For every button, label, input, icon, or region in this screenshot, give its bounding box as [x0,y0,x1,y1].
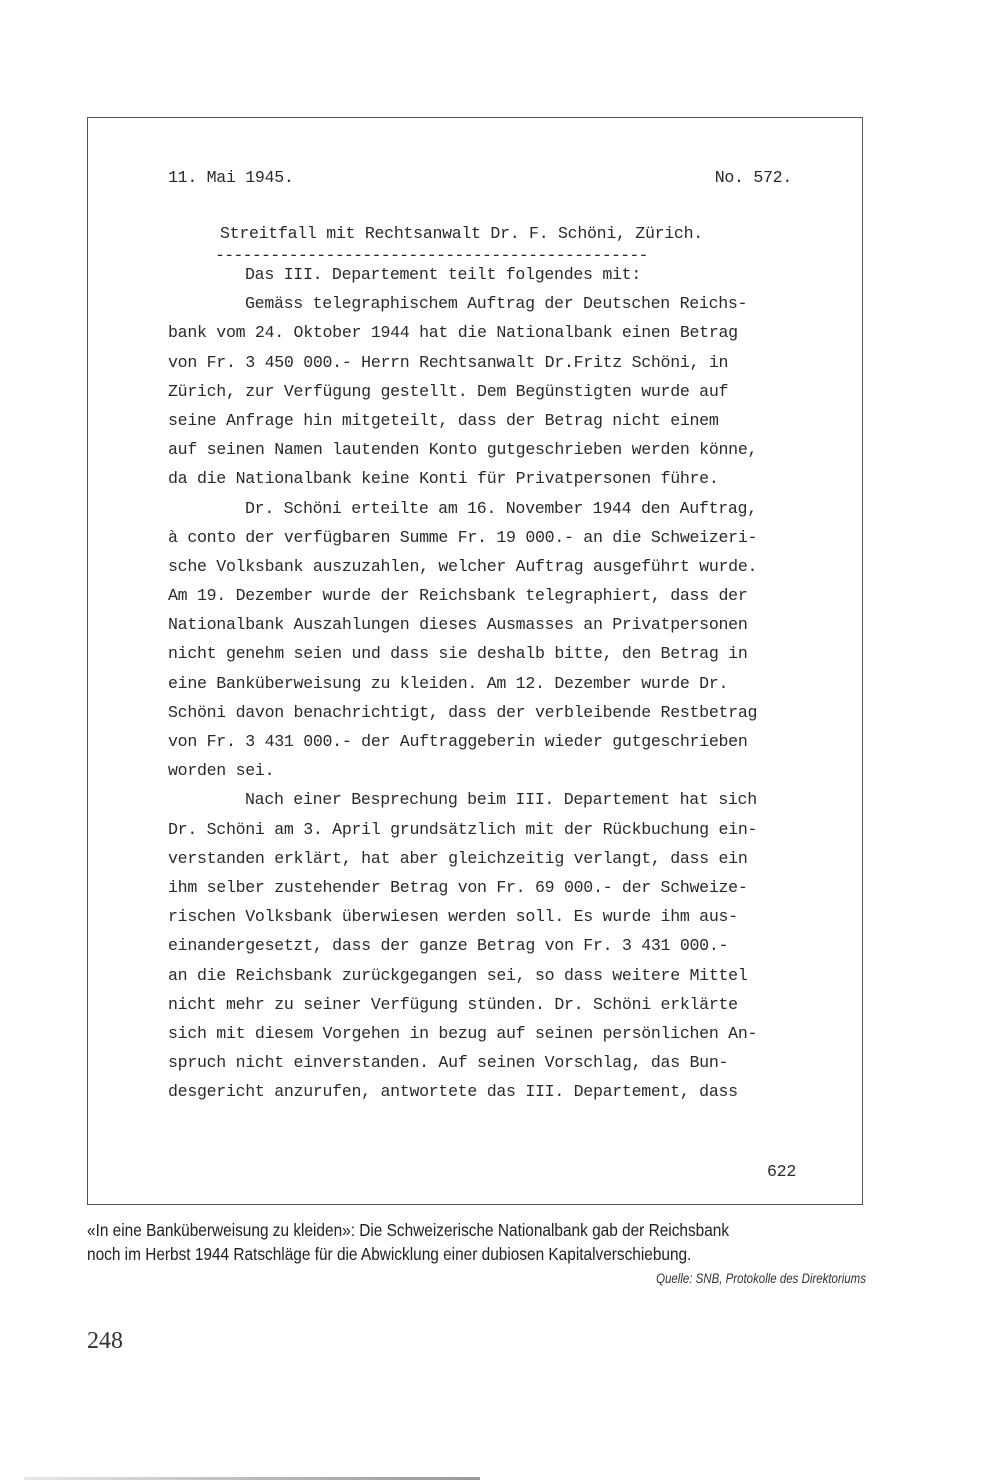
body-line: sich mit diesem Vorgehen in bezug auf seinen persönlichen An- [168,1023,758,1043]
body-line: Zürich, zur Verfügung gestellt. Dem Begünstigten wurde auf [168,381,729,401]
document-number: No. 572. [714,168,792,187]
body-line: Am 19. Dezember wurde der Reichsbank telegraphiert, dass der [168,586,748,606]
body-line: Nationalbank Auszahlungen dieses Ausmasses an Privatpersonen [168,615,748,635]
body-line: eine Banküberweisung zu kleiden. Am 12. Dezember wurde Dr. [168,673,729,693]
figure-caption [87,1218,879,1266]
body-line: bank vom 24. Oktober 1944 hat die Nationalbank einen Betrag [168,323,738,343]
body-line: Dr. Schöni am 3. April grundsätzlich mit der Rückbuchung ein- [168,819,758,839]
body-line: seine Anfrage hin mitgeteilt, dass der Betrag nicht einem [168,410,719,430]
body-line: spruch nicht einverstanden. Auf seinen Vorschlag, das Bun- [168,1053,729,1073]
body-line: worden sei. [168,761,275,781]
body-line: an die Reichsbank zurückgegangen sei, so dass weitere Mittel [168,965,748,985]
body-line: Schöni davon benachrichtigt, dass der verbleibende Restbetrag [168,702,758,722]
page-number: 248 [87,1328,123,1354]
body-line: da die Nationalbank keine Konti für Privatpersonen führe. [168,469,719,489]
body-line: von Fr. 3 431 000.- der Auftraggeberin wieder gutgeschrieben [168,732,748,751]
body-line: nicht mehr zu seiner Verfügung stünden. Dr. Schöni erklärte [168,994,738,1014]
subject-underline: ----------------------------------------------- [215,246,648,265]
document-body [168,260,808,1106]
body-line: Das III. Departement teilt folgendes mit: [245,265,641,284]
body-line: ihm selber zustehender Betrag von Fr. 69 000.- der Schweize- [168,877,748,897]
body-line: verstanden erklärt, hat aber gleichzeitig verlangt, dass ein [168,848,748,868]
document-subject: Streitfall mit Rechtsanwalt Dr. F. Schöni, Zürich. [220,224,703,243]
body-line: nicht genehm seien und dass sie deshalb bitte, den Betrag in [168,644,748,664]
archive-page-ref: 622 [767,1162,796,1181]
document-date: 11. Mai 1945. [168,168,294,187]
body-line: rischen Volksbank überwiesen werden soll. Es wurde ihm aus- [168,907,738,927]
body-line: sche Volksbank auszuzahlen, welcher Auftrag ausgeführt wurde. [168,556,758,576]
facsimile-document [87,117,863,1205]
body-line: auf seinen Namen lautenden Konto gutgeschrieben werden könne, [168,440,758,460]
body-line: einandergesetzt, dass der ganze Betrag von Fr. 3 431 000.- [168,936,729,956]
body-line: à conto der verfügbaren Summe Fr. 19 000.- an die Schweizeri- [168,527,758,547]
body-line: desgericht anzurufen, antwortete das III. Departement, dass [168,1082,738,1102]
body-line: Dr. Schöni erteilte am 16. November 1944 den Auftrag, [245,498,757,518]
document-header [168,168,792,192]
body-line: Gemäss telegraphischem Auftrag der Deutschen Reichs- [245,294,748,314]
body-line: von Fr. 3 450 000.- Herrn Rechtsanwalt Dr.Fritz Schöni, in [168,352,729,372]
caption-source: Quelle: SNB, Protokolle des Direktoriums [656,1270,866,1286]
caption-line: «In eine Banküberweisung zu kleiden»: Die Schweizerische Nationalbank gab der Reichsbank [87,1220,730,1240]
caption-line: noch im Herbst 1944 Ratschläge für die Abwicklung einer dubiosen Kapitalverschiebung. [87,1244,692,1264]
body-line: Nach einer Besprechung beim III. Departement hat sich [245,790,757,810]
